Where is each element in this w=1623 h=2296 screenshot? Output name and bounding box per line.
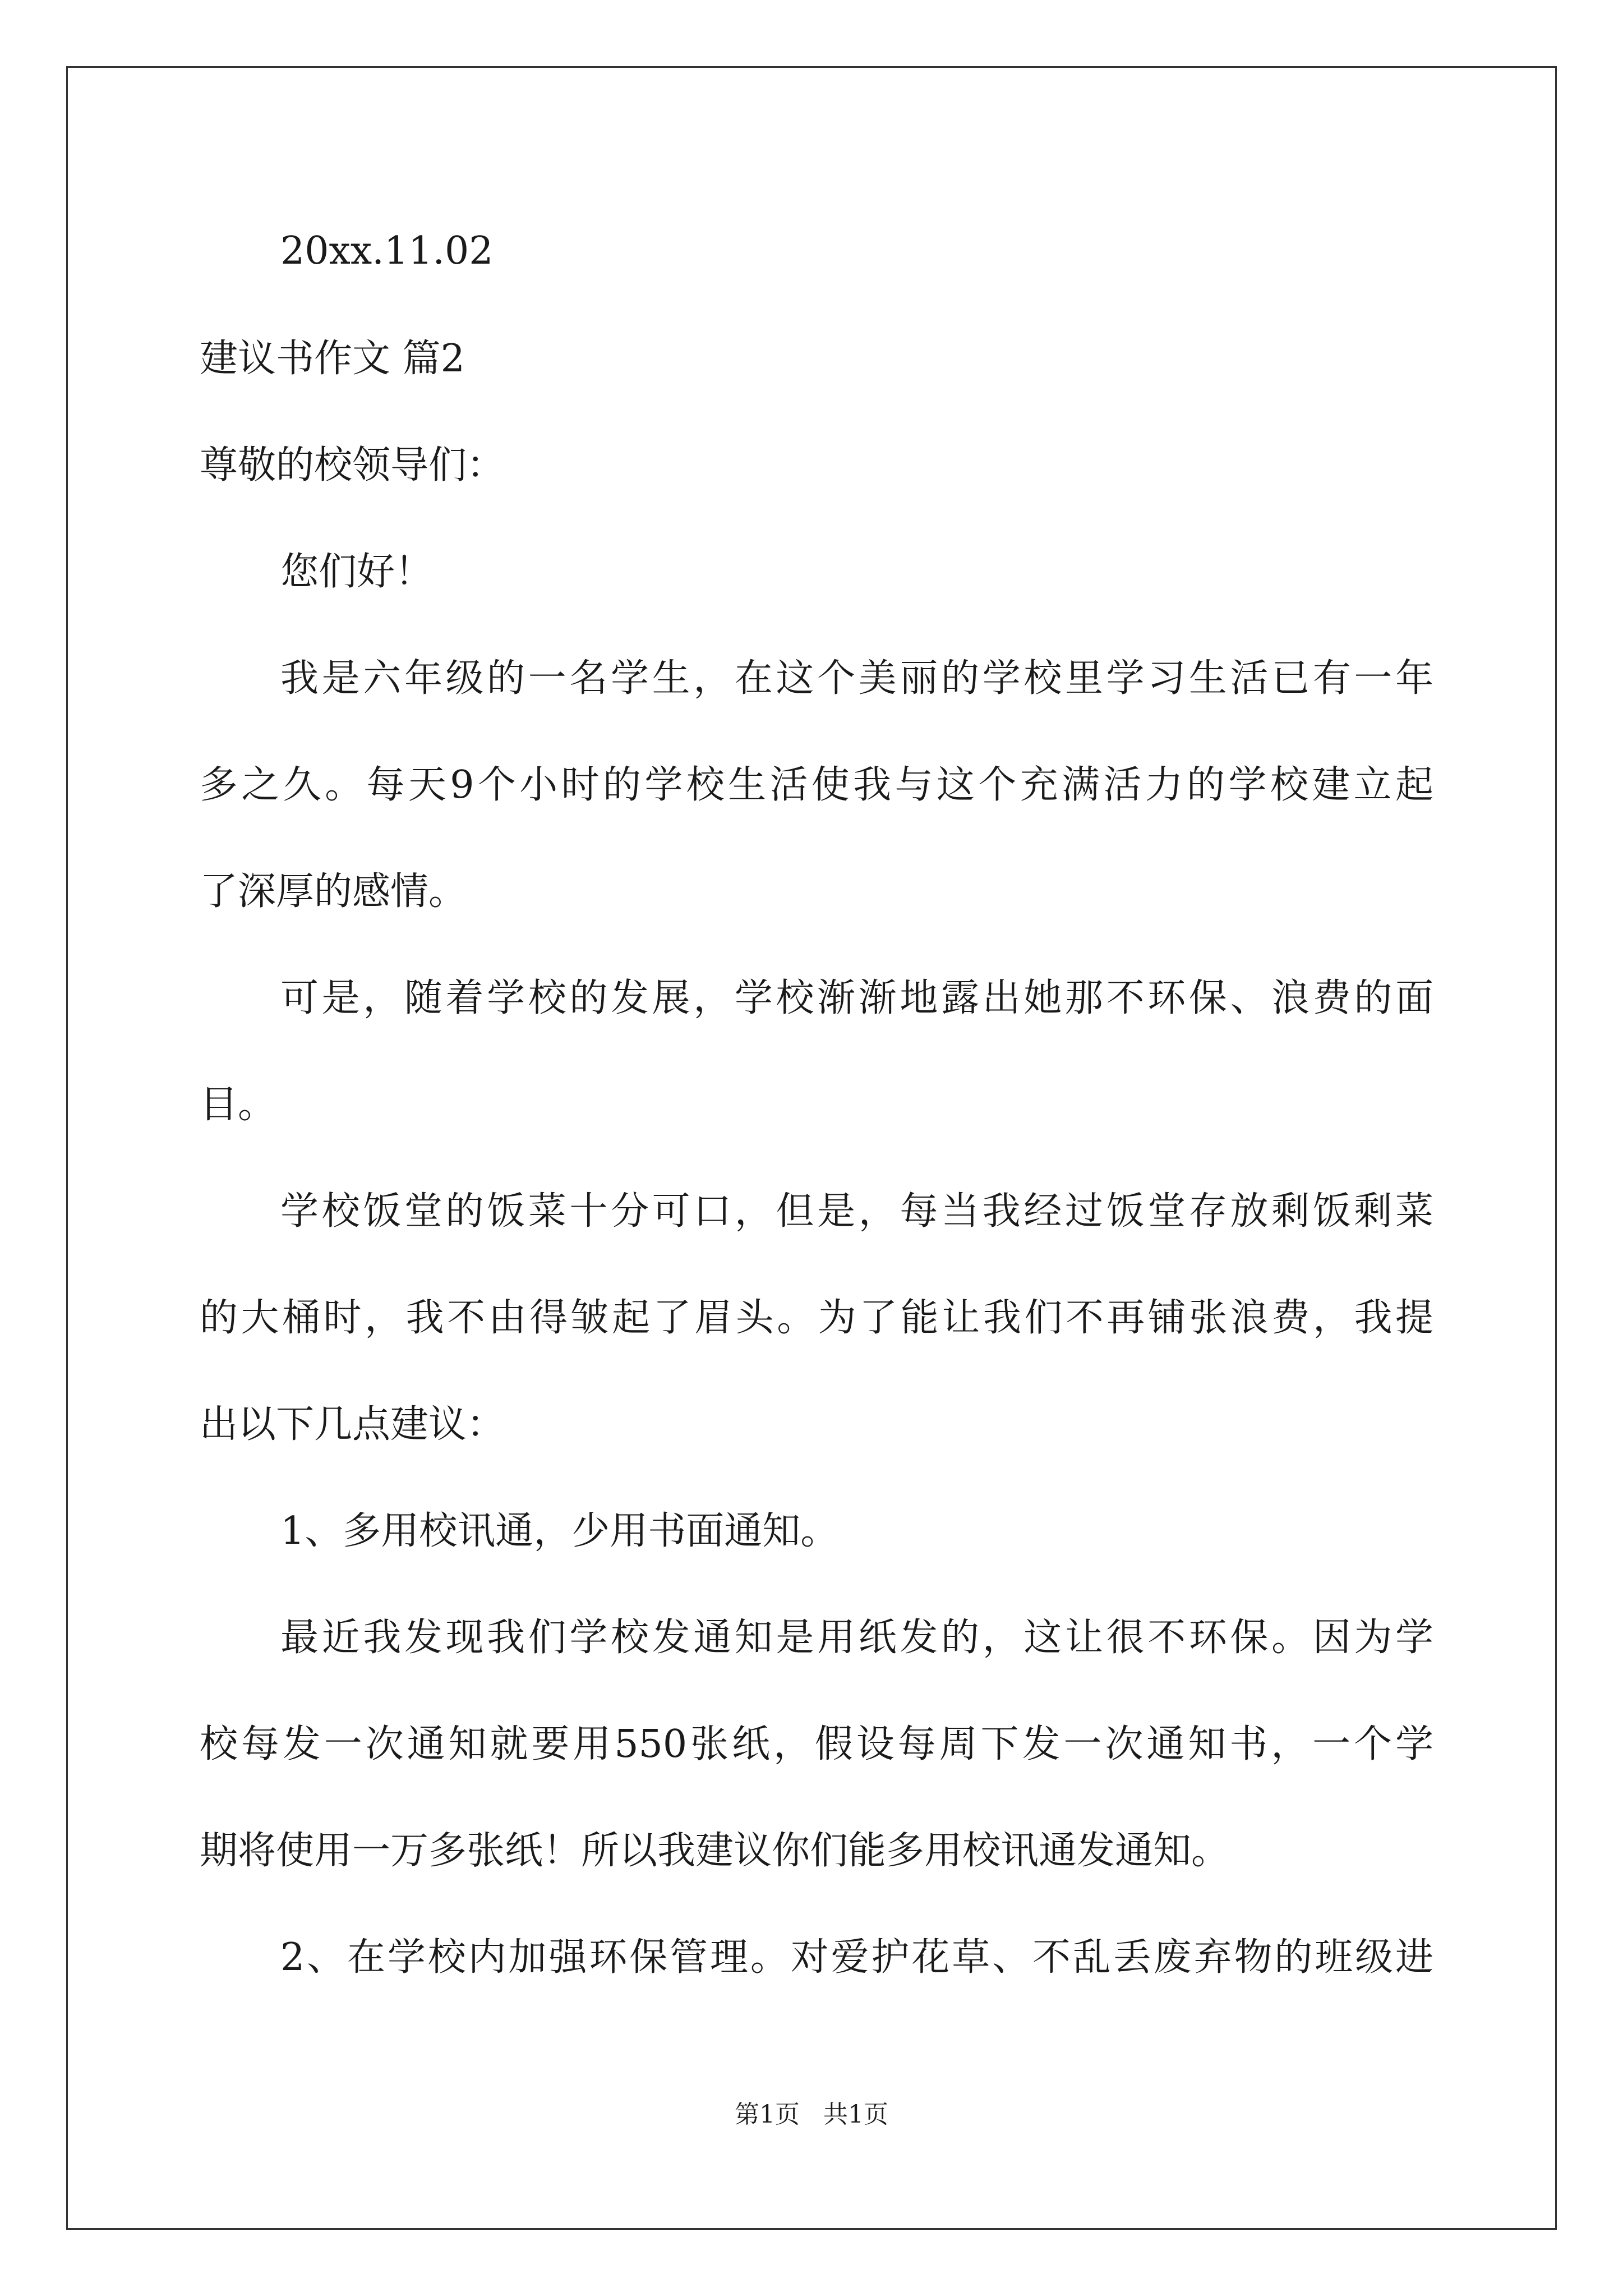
paragraph-line: 出以下几点建议： xyxy=(200,1402,505,1447)
paragraph-line: 可是，随着学校的发展，学校渐渐地露出她那不环保、浪费的面 xyxy=(280,976,1433,1020)
paragraph-line: 的大桶时，我不由得皱起了眉头。为了能让我们不再铺张浪费，我提 xyxy=(200,1296,1433,1340)
paragraph-line: 多之久。每天9个小时的学校生活使我与这个充满活力的学校建立起 xyxy=(200,763,1433,807)
paragraph-line: 学校饭堂的饭菜十分可口，但是，每当我经过饭堂存放剩饭剩菜 xyxy=(280,1189,1433,1234)
paragraph-line: 我是六年级的一名学生，在这个美丽的学校里学习生活已有一年 xyxy=(280,656,1433,701)
document-date: 20xx.11.02 xyxy=(280,229,494,273)
section-title: 建议书作文 篇2 xyxy=(200,337,465,381)
page-border xyxy=(66,66,1557,2230)
greeting: 您们好！ xyxy=(280,550,434,594)
paragraph-line: 最近我发现我们学校发通知是用纸发的，这让很不环保。因为学 xyxy=(280,1616,1433,1660)
paragraph-line: 了深厚的感情。 xyxy=(200,869,467,914)
page-number-footer: 第1页 共1页 xyxy=(735,2100,888,2129)
paragraph-line: 期将使用一万多张纸！所以我建议你们能多用校讯通发通知。 xyxy=(200,1829,1230,1873)
suggestion-heading: 1、多用校讯通，少用书面通知。 xyxy=(280,1509,839,1553)
suggestion-heading: 2、在学校内加强环保管理。对爱护花草、不乱丢废弃物的班级进 xyxy=(280,1935,1433,1980)
paragraph-line: 目。 xyxy=(200,1083,276,1127)
paragraph-line: 校每发一次通知就要用550张纸，假设每周下发一次通知书，一个学 xyxy=(200,1722,1433,1766)
salutation: 尊敬的校领导们： xyxy=(200,443,505,487)
